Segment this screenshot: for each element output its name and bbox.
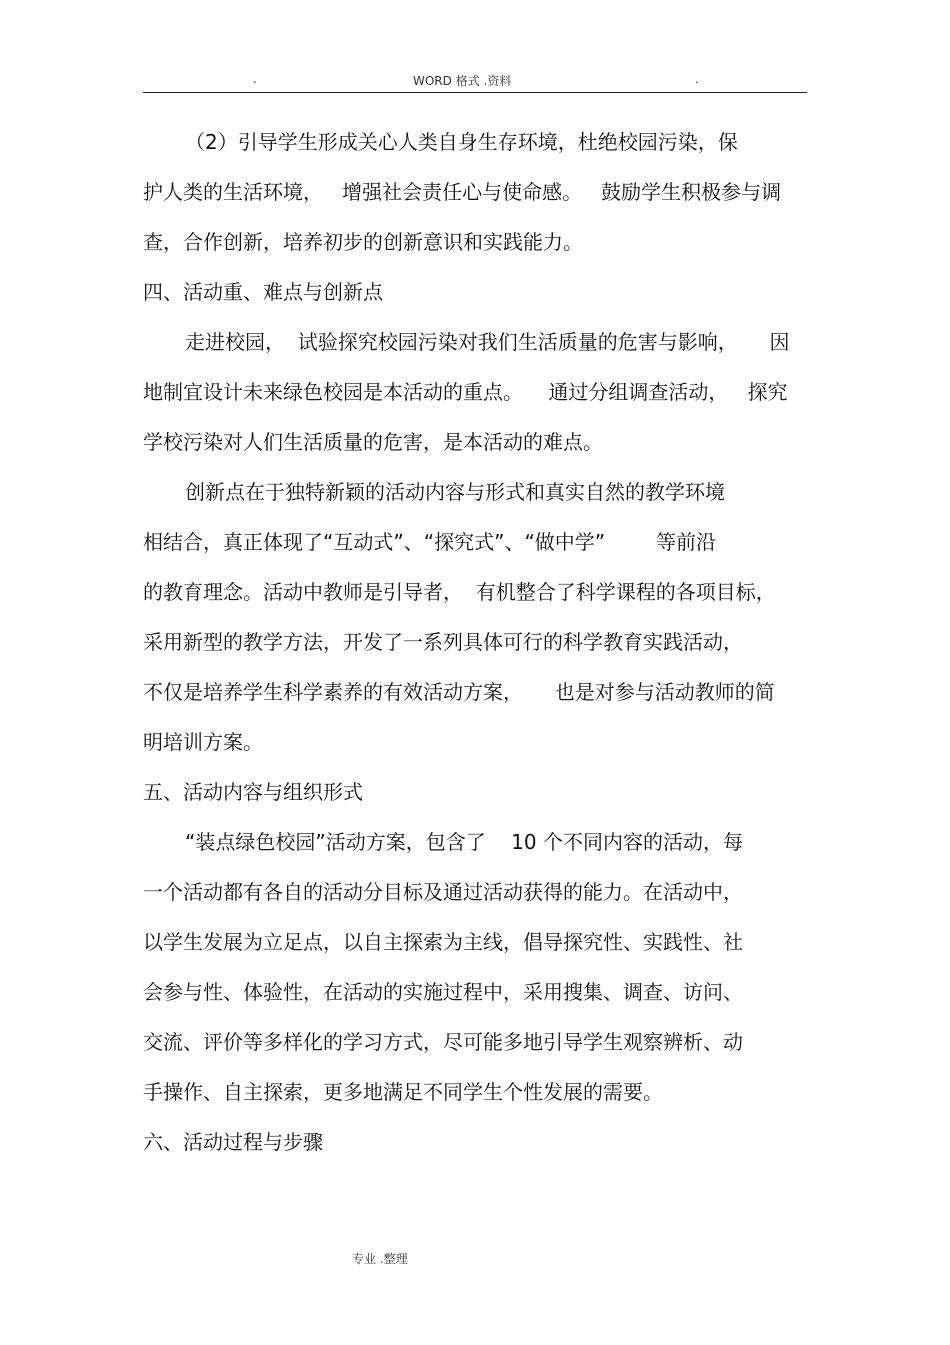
paragraph-line: 采用新型的教学方法，开发了一系列具体可行的科学教育实践活动， [143,630,743,654]
paragraph-line: 会参与性、体验性，在活动的实施过程中，采用搜集、调查、访问、 [143,980,743,1004]
section-heading: 六、活动过程与步骤 [143,1130,323,1154]
header-title: WORD 格式 .资料 [413,74,512,88]
paragraph-line: 查，合作创新，培养初步的创新意识和实践能力。 [143,230,583,254]
paragraph-line: 走进校园， 试验探究校园污染对我们生活质量的危害与影响， 因 [185,330,790,354]
paragraph-line: （2）引导学生形成关心人类自身生存环境，杜绝校园污染，保 [185,130,738,154]
page-footer: 专业 .整理 [352,1252,408,1266]
paragraph-line: “装点绿色校园”活动方案，包含了 10 个不同内容的活动，每 [185,830,743,854]
paragraph-line: 不仅是培养学生科学素养的有效活动方案， 也是对参与活动教师的简 [143,680,775,704]
paragraph-line: 一个活动都有各自的活动分目标及通过活动获得的能力。在活动中， [143,880,743,904]
paragraph-line: 交流、评价等多样化的学习方式，尽可能多地引导学生观察辨析、动 [143,1030,743,1054]
paragraph-line: 的教育理念。活动中教师是引导者， 有机整合了科学课程的各项目标， [143,580,776,604]
header-right-dot: . [695,72,699,86]
section-heading: 四、活动重、难点与创新点 [143,280,383,304]
paragraph-line: 创新点在于独特新颖的活动内容与形式和真实自然的教学环境 [185,480,725,504]
paragraph-line: 手操作、自主探索，更多地满足不同学生个性发展的需要。 [143,1080,663,1104]
paragraph-line: 以学生发展为立足点，以自主探索为主线，倡导探究性、实践性、社 [143,930,743,954]
section-heading: 五、活动内容与组织形式 [143,780,363,804]
paragraph-line: 地制宜设计未来绿色校园是本活动的重点。 通过分组调查活动， 探究 [143,380,788,404]
paragraph-line: 相结合，真正体现了“互动式”、“探究式”、“做中学” 等前沿 [143,530,717,554]
page-header [143,70,807,93]
paragraph-line: 明培训方案。 [143,730,263,754]
paragraph-line: 护人类的生活环境， 增强社会责任心与使命感。 鼓励学生积极参与调 [143,180,782,204]
header-left-dot: . [253,72,257,86]
paragraph-line: 学校污染对人们生活质量的危害，是本活动的难点。 [143,430,603,454]
